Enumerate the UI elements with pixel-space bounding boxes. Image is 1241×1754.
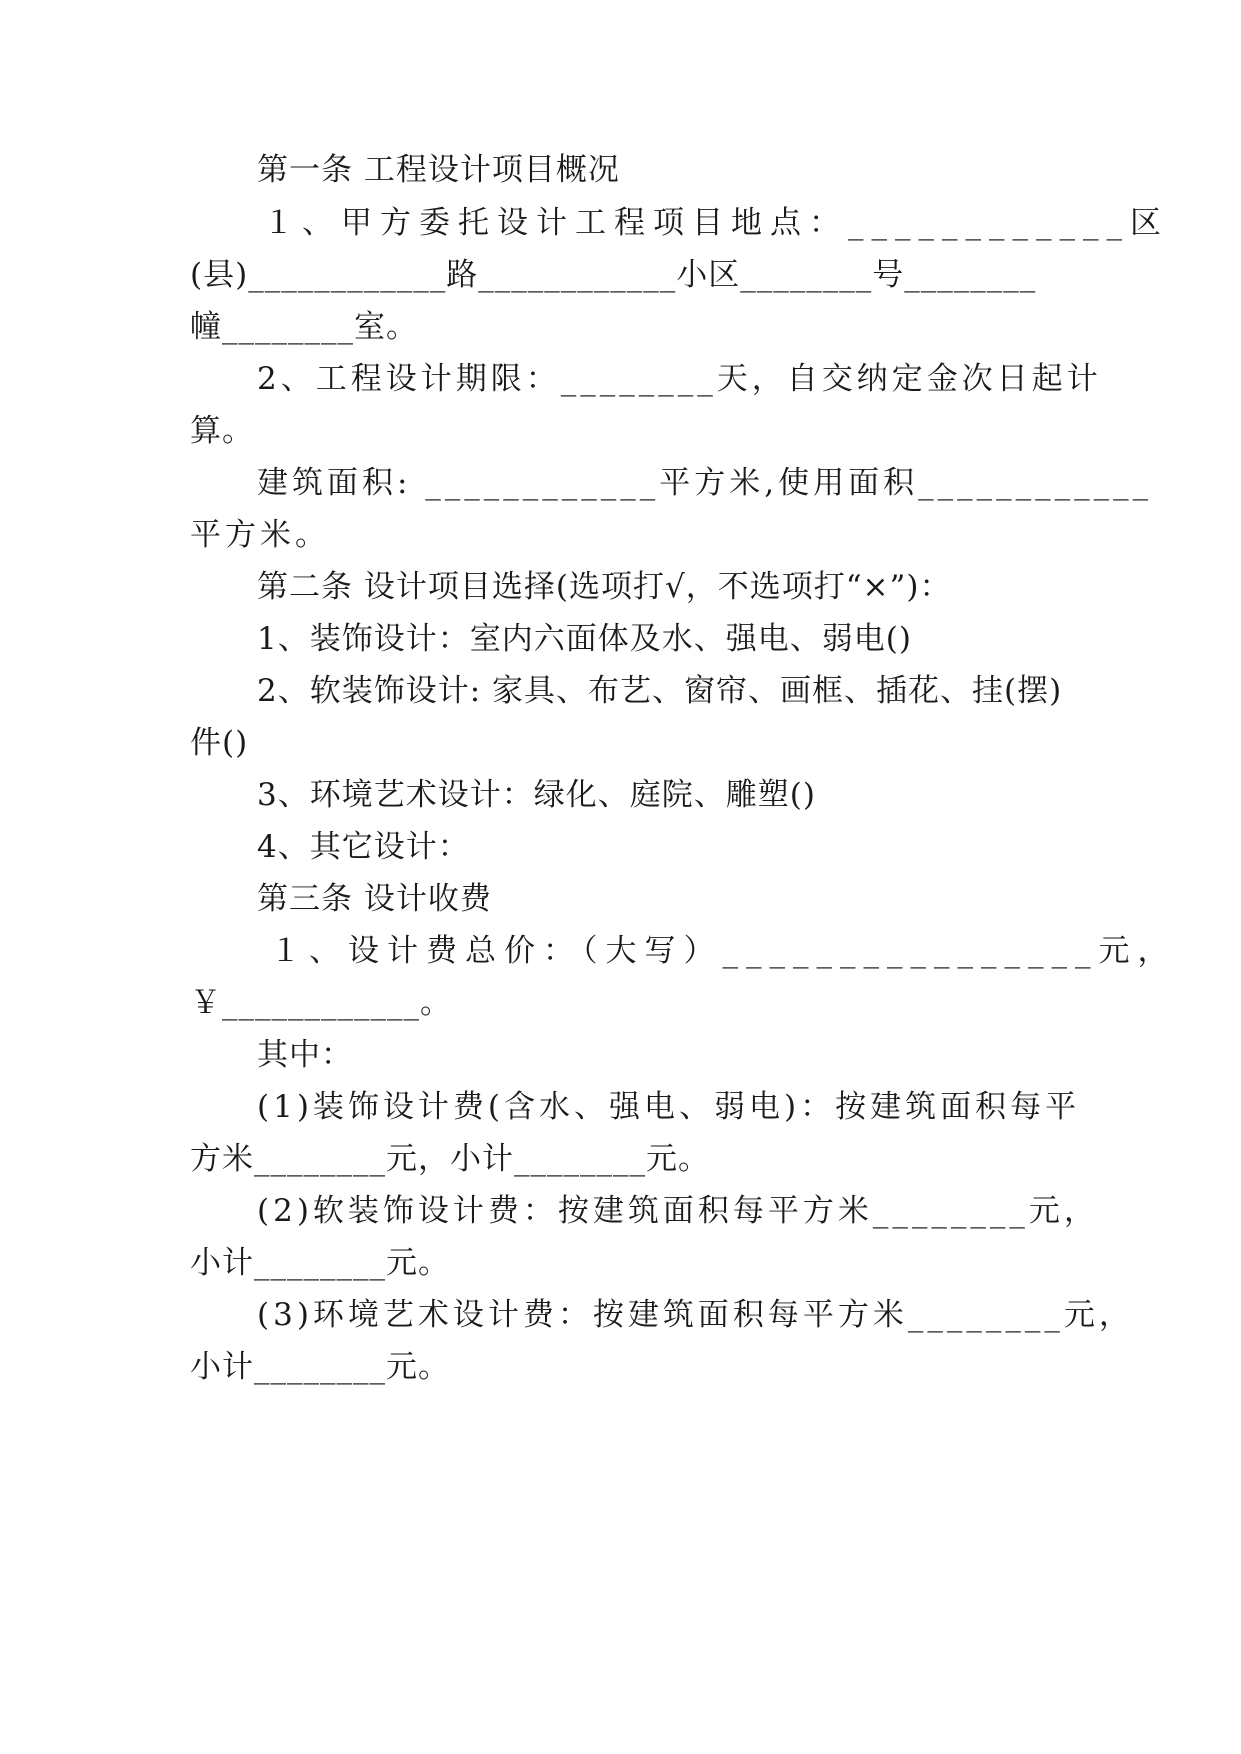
item-other-design: 4、其它设计： [257, 829, 470, 865]
item-soft-decoration-design-end: 件() [190, 725, 249, 761]
area-line-end: 平方米。 [190, 517, 330, 553]
fee-item-3-end: 小计________元。 [190, 1349, 450, 1385]
of-which-label: 其中： [257, 1037, 353, 1073]
fee-item-1: (1)装饰设计费(含水、强电、弱电)：按建筑面积每平 [257, 1089, 1081, 1125]
fee-item-2-end: 小计________元。 [190, 1245, 450, 1281]
clause-1-1-location-cont: (县)____________路____________小区________号________ [190, 257, 1037, 293]
clause-1-1-location-end: 幢________室。 [190, 309, 418, 345]
article-1-heading: 第一条 工程设计项目概况 [257, 152, 620, 188]
item-soft-decoration-design: 2、软装饰设计: 家具、布艺、窗帘、画框、插花、挂(摆) [257, 673, 1063, 709]
fee-item-3: (3)环境艺术设计费：按建筑面积每平方米________元， [257, 1297, 1134, 1333]
clause-1-2-period: 2、工程设计期限：________天，自交纳定金次日起计 [257, 361, 1102, 397]
fee-item-1-end: 方米________元，小计________元。 [190, 1141, 710, 1177]
article-3-heading: 第三条 设计收费 [257, 881, 492, 917]
clause-1-1-location: １、甲方委托设计工程项目地点：____________区 [263, 205, 1169, 241]
fee-item-2: (2)软装饰设计费：按建筑面积每平方米________元， [257, 1193, 1099, 1229]
fee-total-yuan-line: ￥____________。 [190, 985, 452, 1021]
area-line: 建筑面积: ____________平方米,使用面积____________ [257, 465, 1153, 501]
item-environment-art-design: 3、环境艺术设计：绿化、庭院、雕塑() [257, 777, 816, 813]
item-decoration-design: 1、装饰设计：室内六面体及水、强电、弱电() [257, 621, 912, 657]
clause-1-2-period-end: 算。 [190, 413, 254, 449]
article-2-heading: 第二条 设计项目选择(选项打√，不选项打“×”)： [257, 569, 952, 605]
fee-total-line: １、设计费总价：（大写）________________元， [270, 933, 1177, 969]
